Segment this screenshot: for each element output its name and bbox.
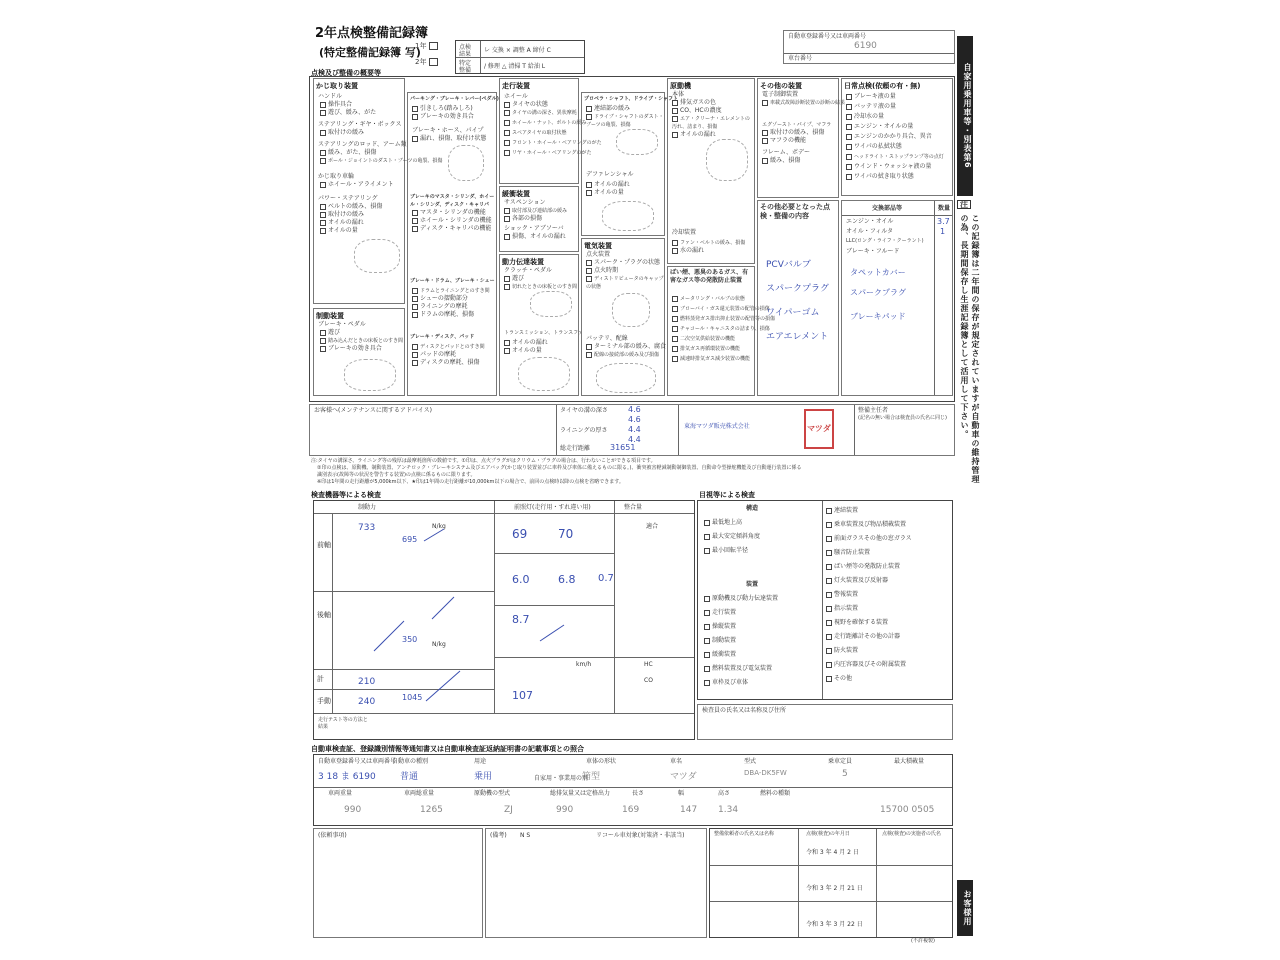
master-item[interactable]: ディスク・キャリパの機能 bbox=[412, 225, 491, 233]
test-value: 6.8 bbox=[558, 573, 576, 586]
legend-label-4: 整備 bbox=[459, 67, 472, 74]
cert-header: 車体の形状 bbox=[586, 758, 617, 765]
visual-item[interactable]: 内圧容器及びその附属装置 bbox=[826, 661, 906, 669]
engine-item[interactable]: エア・クリーナ・エレメントの汚れ、詰まり、損傷 bbox=[672, 116, 750, 130]
reg-label: 自動車登録番号又は車両番号 bbox=[788, 33, 867, 40]
handwritten-part-3: スパークプラグ bbox=[766, 284, 830, 294]
footnote-3: 識別表示(故障等の状況を警告する装置)の点検に係るものに限ります。 bbox=[317, 472, 476, 478]
box-2-label: 2年 bbox=[415, 58, 427, 66]
other-item[interactable]: マフラの機能 bbox=[762, 137, 806, 145]
visual-item[interactable]: 最大安定傾斜角度 bbox=[704, 533, 760, 541]
footnote-2: ②印の点検は、原動機、制動装置、アンチロック・ブレーキシステム及びエアバッグ(かじ取り装置並びに車枠及び車体に備えるものに限る。)、衝突被害軽減制動制御装置、自動命令型操舵機能及び自動運行装置に係る bbox=[317, 465, 802, 471]
cert-value: 乗用 bbox=[474, 772, 493, 782]
visual-item[interactable]: 灯火装置及び反射器 bbox=[826, 577, 888, 585]
recall-label: リコール車対象(対策済・非該当) bbox=[596, 832, 685, 839]
brake-item: ブレーキ・ペダル bbox=[318, 321, 366, 328]
running-item[interactable]: タイヤの溝の深さ、異状摩耗 bbox=[504, 109, 577, 117]
inspector-box bbox=[697, 704, 953, 740]
suspension-item: サスペンション bbox=[504, 199, 546, 206]
engine-item[interactable]: 排気ガスの色 bbox=[672, 99, 716, 107]
drum-item[interactable]: シューの摺動部分 bbox=[412, 295, 468, 303]
engine-item[interactable]: オイルの漏れ bbox=[672, 131, 716, 139]
engine-diagram bbox=[706, 139, 748, 181]
brake-item[interactable]: 遊び bbox=[320, 329, 340, 337]
clutch-diagram bbox=[530, 291, 572, 317]
parts-row: エンジン・オイル bbox=[846, 218, 894, 225]
visual-item[interactable]: 防火装置 bbox=[826, 647, 858, 655]
steering-item: ハンドル bbox=[318, 93, 343, 100]
engine-heading: 原動機 bbox=[670, 82, 691, 90]
handwritten-part-1: PCVバルブ bbox=[766, 260, 811, 270]
cert-value: 990 bbox=[344, 805, 362, 815]
unit-label: km/h bbox=[576, 661, 592, 668]
box-2-checkbox[interactable] bbox=[429, 58, 438, 66]
daily-box bbox=[841, 78, 953, 196]
visual-item[interactable]: 前面ガラスその他の窓ガラス bbox=[826, 535, 912, 543]
shop-stamp: マツダ bbox=[804, 409, 834, 449]
brake-heading: 制動装置 bbox=[316, 312, 344, 320]
other-heading: その他の装置 bbox=[760, 82, 802, 90]
master-heading: ブレーキのマスタ・シリンダ、ホイール・シリンダ、ディスク・キャリパ bbox=[410, 194, 495, 208]
visual-item[interactable]: 最小回転半径 bbox=[704, 547, 748, 555]
engine-item[interactable]: ファン・ベルトの緩み、損傷 bbox=[672, 239, 745, 247]
visual-item[interactable]: 騒音防止装置 bbox=[826, 549, 870, 557]
handwritten-part-2: タペットカバー bbox=[850, 268, 906, 277]
test-row-total: 計 bbox=[317, 675, 324, 683]
lining-label: ライニングの厚さ bbox=[560, 427, 608, 434]
date-table bbox=[709, 828, 953, 938]
cert-value: 普通 bbox=[400, 772, 419, 782]
cert-header: 用途 bbox=[474, 758, 487, 765]
running-heading: 走行装置 bbox=[502, 82, 530, 90]
test-value: 695 bbox=[402, 535, 418, 544]
cert-header: 車名 bbox=[670, 758, 683, 765]
cert-value: マツダ bbox=[670, 772, 697, 782]
steering-item: かじ取り車輪 bbox=[318, 173, 355, 180]
drum-item[interactable]: ドラムとライニングとのすき間 bbox=[412, 287, 490, 295]
parts-header: 交換部品等 bbox=[872, 205, 903, 212]
test-value: 240 bbox=[358, 697, 376, 707]
reg-value: 6190 bbox=[854, 41, 877, 51]
cert-value: 1.34 bbox=[718, 805, 739, 815]
brake-hose-diagram bbox=[448, 145, 484, 181]
steering-item: パワー・ステアリング bbox=[318, 195, 378, 202]
check-marks bbox=[314, 501, 696, 741]
other-item[interactable]: 車載式故障診断装置の診断の結果 bbox=[762, 99, 845, 107]
brake-item[interactable]: ブレーキの効き具合 bbox=[320, 345, 382, 353]
propeller-box bbox=[581, 92, 679, 236]
electrical-item[interactable]: スパーク・プラグの状態 bbox=[586, 259, 660, 267]
disc-item[interactable]: パッドの摩耗 bbox=[412, 351, 456, 359]
propeller-item[interactable]: ドライブ・シャフトのダスト・ブーツの亀裂、損傷 bbox=[586, 114, 664, 128]
test-value: 69 bbox=[512, 527, 528, 541]
test-value: 107 bbox=[512, 689, 533, 702]
cert-value: 5 bbox=[842, 769, 848, 779]
differential-diagram bbox=[602, 201, 654, 231]
parts-row: オイル・フィルタ bbox=[846, 228, 893, 235]
manager-label: 整備主任者 bbox=[858, 407, 889, 414]
suspension-box bbox=[499, 186, 579, 252]
engine-oil-qty: 3.7 bbox=[937, 217, 950, 226]
lining-value-2: 4.4 bbox=[628, 435, 641, 444]
daily-item[interactable]: エンジンのかかり具合、異音 bbox=[846, 133, 932, 141]
parking-item[interactable]: ブレーキの効き具合 bbox=[412, 113, 474, 121]
drum-heading: ブレーキ・ドラム、ブレーキ・シュー bbox=[410, 278, 495, 284]
legend-box bbox=[455, 40, 585, 74]
running-item[interactable]: ホイール・ナット、ボルトの緩み bbox=[504, 119, 586, 127]
other-item[interactable]: 取付けの緩み、損傷 bbox=[762, 129, 824, 137]
emission-item[interactable]: 二次空気供給装置の機能 bbox=[672, 335, 735, 343]
running-box bbox=[499, 78, 602, 184]
customer-label: お客様用 bbox=[957, 880, 973, 936]
lining-value-1: 4.4 bbox=[628, 425, 641, 434]
date-value: 令和 3 年 3 月 22 日 bbox=[806, 921, 863, 928]
visual-item[interactable]: 走行装置 bbox=[704, 609, 736, 617]
drivetrain-item[interactable]: 遊び bbox=[504, 275, 524, 283]
steering-item[interactable]: オイルの量 bbox=[320, 227, 358, 235]
cert-value: ZJ bbox=[504, 805, 513, 815]
other-item: エグゾースト・パイプ、マフラ bbox=[762, 122, 832, 128]
propeller-item: デファレンシャル bbox=[586, 171, 634, 178]
propeller-item[interactable]: 連結部の緩み bbox=[586, 105, 630, 113]
steering-item[interactable]: オイルの漏れ bbox=[320, 219, 364, 227]
parts-row: ブレーキ・フルード bbox=[846, 248, 900, 255]
steering-item: ステアリング・ギヤ・ボックス bbox=[318, 121, 402, 128]
drivetrain-heading: 動力伝達装置 bbox=[502, 258, 544, 266]
legend-label-3: 特定 bbox=[459, 60, 472, 67]
engine-box bbox=[667, 78, 755, 264]
visual-item[interactable]: 操縦装置 bbox=[704, 623, 736, 631]
shaft-diagram bbox=[616, 129, 658, 155]
running-item: ホイール bbox=[504, 93, 528, 100]
parking-heading: パーキング・ブレーキ・レバー(ペダル) bbox=[410, 96, 499, 102]
cert-header: 自動車登録番号又は車両番号 bbox=[318, 758, 397, 765]
test-col-2: 前照灯(走行用・すれ違い用) bbox=[514, 504, 591, 511]
steering-item[interactable]: ベルトの緩み、損傷 bbox=[320, 203, 382, 211]
daily-item[interactable]: バッテリ液の量 bbox=[846, 103, 896, 111]
qty-header: 数量 bbox=[938, 205, 951, 212]
suspension-item[interactable]: 各部の損傷 bbox=[504, 215, 542, 223]
propeller-item[interactable]: オイルの量 bbox=[586, 189, 624, 197]
suspension-heading: 緩衝装置 bbox=[502, 190, 530, 198]
suspension-item: ショック・アブソーバ bbox=[504, 225, 564, 232]
steering-item[interactable]: 取付けの緩み bbox=[320, 129, 364, 137]
steering-item: ステアリングのロッド、アーム類 bbox=[318, 141, 407, 148]
daily-item[interactable]: ウインド・ウォッシャ液の量 bbox=[846, 163, 931, 171]
emission-item[interactable]: 排気ガス再循環装置の機能 bbox=[672, 345, 740, 353]
other-box bbox=[757, 78, 846, 198]
print-note: (不許複製) bbox=[911, 938, 935, 944]
tire-value-1: 4.6 bbox=[628, 405, 641, 414]
running-item[interactable]: スペアタイヤの取付状態 bbox=[504, 129, 567, 137]
drivetrain-item[interactable]: オイルの漏れ bbox=[504, 339, 548, 347]
cert-value: 169 bbox=[622, 805, 640, 815]
unit-label: N/kg bbox=[432, 641, 446, 648]
unit-label: CO bbox=[644, 677, 653, 684]
steering-diagram bbox=[354, 239, 400, 273]
steering-item[interactable]: 取付けの緩み bbox=[320, 211, 364, 219]
visual-equipment-heading: 装置 bbox=[746, 581, 759, 588]
brake-column bbox=[407, 92, 497, 396]
drivetrain-item[interactable]: オイルの量 bbox=[504, 347, 542, 355]
disc-item[interactable]: ディスクとパッドとのすき間 bbox=[412, 343, 485, 351]
brake-item[interactable]: 踏み込んだときの床板とのすき間 bbox=[320, 337, 403, 345]
cert-value: 15700 0505 bbox=[880, 805, 935, 815]
date-header: 整備依頼者の氏名又は名称 bbox=[714, 831, 775, 837]
parking-item: ブレーキ・ホース、パイプ bbox=[412, 127, 484, 134]
electrical-item: 点火装置 bbox=[586, 251, 611, 258]
request-label: (依頼事項) bbox=[318, 832, 347, 839]
inspector-label: 検査員の氏名又は名称及び住所 bbox=[702, 707, 787, 714]
tire-value-2: 4.6 bbox=[628, 415, 641, 424]
test-value: 733 bbox=[358, 523, 376, 533]
test-row-hand: 手動 bbox=[317, 697, 331, 705]
disc-item[interactable]: ディスクの摩耗、損傷 bbox=[412, 359, 480, 367]
box-1-label: 1年 bbox=[415, 42, 427, 50]
electrical-item: バッテリ、配線 bbox=[586, 335, 628, 342]
steering-item[interactable]: 遊び、緩み、がた bbox=[320, 109, 376, 117]
pass-label: 適合 bbox=[646, 523, 659, 530]
visual-table bbox=[697, 500, 953, 700]
test-value: 70 bbox=[558, 527, 574, 541]
visual-heading: 目視等による検査 bbox=[699, 491, 755, 499]
advice-row bbox=[309, 404, 955, 456]
date-header: 点検(検査)の実施者の氏名 bbox=[882, 831, 941, 837]
drum-item[interactable]: ライニングの摩耗 bbox=[412, 303, 467, 311]
visual-item[interactable]: 最低地上高 bbox=[704, 519, 742, 527]
other-item: フレーム、ボデー bbox=[762, 149, 810, 156]
parking-item[interactable]: 漏れ、損傷、取付け状態 bbox=[412, 135, 486, 143]
cert-header: 幅 bbox=[678, 790, 685, 797]
drivetrain-item: トランスミッション、トランスファ bbox=[504, 330, 584, 336]
visual-item[interactable]: 燃料装置及び電気装置 bbox=[704, 665, 772, 673]
document-subtitle: (特定整備記録簿 写) bbox=[319, 46, 421, 59]
cert-header: 総排気量又は定格出力 bbox=[550, 790, 611, 797]
cert-value: 箱型 bbox=[582, 772, 601, 782]
parts-table bbox=[841, 200, 953, 396]
box-1-checkbox[interactable] bbox=[429, 42, 438, 50]
disc-heading: ブレーキ・ディスク、パッド bbox=[410, 334, 475, 340]
steering-item[interactable]: ホイール・アライメント bbox=[320, 181, 394, 189]
cert-header: 燃料の種類 bbox=[760, 790, 791, 797]
drivetrain-item[interactable]: 切れたときの床板とのすき間 bbox=[504, 283, 577, 291]
remarks-box[interactable] bbox=[485, 828, 707, 938]
cert-header: 原動機の型式 bbox=[474, 790, 511, 797]
visual-item[interactable]: 走行距離計その他の計器 bbox=[826, 633, 900, 641]
handwritten-part-4: ワイパーゴム bbox=[766, 308, 820, 318]
manager-note: (記名の無い場合は検査員の氏名に同じ) bbox=[858, 415, 947, 421]
odometer-label: 総走行距離 bbox=[560, 445, 591, 452]
daily-item[interactable]: ワイパの払拭状態 bbox=[846, 143, 902, 151]
engine-item: 冷却装置 bbox=[672, 229, 697, 236]
test-col-1: 制動力 bbox=[358, 504, 377, 511]
drum-item[interactable]: ドラムの摩耗、損傷 bbox=[412, 311, 474, 319]
test-value: 8.7 bbox=[512, 613, 530, 626]
legend-label-2: 結果 bbox=[459, 51, 472, 58]
test-row-front: 前軸 bbox=[317, 541, 331, 549]
emission-item[interactable]: チャコール・キャニスタの詰まり、損傷 bbox=[672, 325, 770, 333]
test-value: 1045 bbox=[402, 693, 423, 702]
cert-value: DBA-DK5FW bbox=[744, 769, 787, 777]
cert-header: 高さ bbox=[718, 790, 731, 797]
machine-heading: 検査機器等による検査 bbox=[311, 491, 381, 499]
legend-codes-2: / 修理 △ 清掃 T 給油 L bbox=[484, 63, 546, 70]
emission-heading: ばい煙、悪臭のあるガス、有害なガス等の発散防止装置 bbox=[670, 269, 749, 284]
test-value: 350 bbox=[402, 635, 418, 644]
cert-value: 147 bbox=[680, 805, 698, 815]
emission-item[interactable]: メータリング・バルブの状態 bbox=[672, 295, 745, 303]
engine-item: 本体 bbox=[672, 91, 685, 98]
visual-item[interactable]: ばい煙等の発散防止装置 bbox=[826, 563, 900, 571]
handwritten-part-3b: スパークプラグ bbox=[850, 288, 906, 297]
inspection-record-document bbox=[305, 18, 980, 946]
visual-item[interactable]: 原動機及び動力伝達装置 bbox=[704, 595, 778, 603]
cert-header: 長さ bbox=[632, 790, 645, 797]
parking-item[interactable]: 引きしろ(踏みしろ) bbox=[412, 105, 473, 113]
brake-box bbox=[313, 308, 405, 396]
visual-item[interactable]: 連結装置 bbox=[826, 507, 858, 515]
daily-item[interactable]: ワイパの拭き取り状態 bbox=[846, 173, 914, 181]
odometer-value: 31651 bbox=[610, 443, 636, 452]
note-text: この記録簿は二年間の保存が規定されていますが自動車の維持管理の為、長期間保存し生涯記録簿として活用して下さい。 bbox=[960, 214, 980, 484]
electrical-heading: 電気装置 bbox=[584, 242, 612, 250]
engine-item[interactable]: 水の漏れ bbox=[672, 247, 704, 255]
needed-heading: その他必要となった点検・整備の内容 bbox=[760, 203, 830, 220]
cert-value: 1265 bbox=[420, 805, 443, 815]
electrical-item[interactable]: ターミナル部の緩み、腐食 bbox=[586, 343, 666, 351]
emission-box bbox=[667, 266, 776, 396]
test-col-3: 整合量 bbox=[624, 504, 643, 511]
master-item[interactable]: マスタ・シリンダの機能 bbox=[412, 209, 486, 217]
visual-item[interactable]: 指示装置 bbox=[826, 605, 858, 613]
test-value: 210 bbox=[358, 677, 376, 687]
legend-label-1: 点検 bbox=[459, 44, 472, 51]
steering-item[interactable]: 操作具合 bbox=[320, 101, 352, 109]
electrical-item[interactable]: ディストリビュータのキャップの状態 bbox=[586, 276, 664, 290]
filter-qty: 1 bbox=[940, 227, 946, 236]
visual-item[interactable]: 視野を確保する装置 bbox=[826, 619, 888, 627]
test-value: 6.0 bbox=[512, 573, 530, 586]
visual-structure-heading: 構造 bbox=[746, 505, 759, 512]
test-value: 0.7 bbox=[598, 573, 614, 584]
running-item[interactable]: リヤ・ホイール・ベアリングのがた bbox=[504, 149, 592, 157]
advice-label: お客様へ(メンテナンスに関するアドバイス) bbox=[314, 407, 433, 414]
date-header: 点検(検査)の年月日 bbox=[806, 831, 850, 837]
propeller-item[interactable]: オイルの漏れ bbox=[586, 181, 630, 189]
parts-row: LLC(ロング・ライフ・クーラント) bbox=[846, 238, 924, 244]
note-label: 注 bbox=[957, 200, 971, 209]
drivetrain-box bbox=[499, 254, 584, 396]
daily-item[interactable]: ヘッドライト・ストップランプ等の点灯 bbox=[846, 153, 944, 161]
emission-item[interactable]: ブローバイ・ガス還元装置の配管の損傷 bbox=[672, 305, 770, 313]
cert-header: 乗車定員 bbox=[828, 758, 853, 765]
cert-header: 自家用・事業用の別 bbox=[534, 775, 589, 782]
emission-item[interactable]: 減速時排気ガス減少装置の機能 bbox=[672, 355, 750, 363]
steering-heading: かじ取り装置 bbox=[316, 82, 358, 90]
steering-box bbox=[313, 78, 443, 304]
other-item[interactable]: 緩み、損傷 bbox=[762, 157, 800, 165]
shop-name: 東海マツダ販売株式会社 bbox=[684, 423, 750, 430]
spark-plug-diagram bbox=[612, 293, 650, 327]
unit-label: N/kg bbox=[432, 523, 446, 530]
request-box[interactable] bbox=[313, 828, 483, 938]
overview-heading: 点検及び整備の概要等 bbox=[311, 69, 381, 77]
cert-header: 最大積載量 bbox=[894, 758, 925, 765]
cert-header: 自動車の種別 bbox=[392, 758, 429, 765]
visual-item[interactable]: 車枠及び車体 bbox=[704, 679, 748, 687]
cert-header: 車両総重量 bbox=[404, 790, 435, 797]
cert-heading: 自動車検査証、登録識別情報等通知書又は自動車検査証返納証明書の記載事項との照合 bbox=[311, 745, 584, 753]
visual-item[interactable]: 警報装置 bbox=[826, 591, 858, 599]
emission-item[interactable]: 燃料蒸発ガス排出抑止装置の配管等の損傷 bbox=[672, 315, 775, 323]
handwritten-part-5: エアエレメント bbox=[766, 332, 829, 342]
other-item: 電子制御装置 bbox=[762, 91, 799, 98]
footnote-4: ※印は1年間の走行距離が5,000km以下、★印は1年間の走行距離が10,000km以下の場合で、前回の点検時以降の点検を省略できます。 bbox=[317, 479, 624, 485]
steering-item[interactable]: ボール・ジョイントのダスト・ブーツの亀裂、損傷 bbox=[320, 157, 442, 165]
drivetrain-item: クラッチ・ペダル bbox=[504, 267, 552, 274]
registration-box bbox=[783, 30, 955, 64]
suspension-item[interactable]: 取付部及び連結部の緩み bbox=[504, 207, 567, 215]
engine-item[interactable]: CO、HCの濃度 bbox=[672, 107, 722, 115]
unit-label: HC bbox=[644, 661, 653, 668]
daily-item[interactable]: エンジン・オイルの量 bbox=[846, 123, 913, 131]
legend-codes: レ 交換 × 調整 A 締付 C bbox=[484, 47, 551, 54]
vin-label: 車台番号 bbox=[788, 55, 813, 62]
brake-pedal-diagram bbox=[344, 359, 396, 391]
remarks-label: (備考) bbox=[490, 832, 507, 839]
visual-item[interactable]: 緩衝装置 bbox=[704, 651, 736, 659]
document-title: 2年点検整備記録簿 bbox=[315, 26, 429, 41]
machine-table bbox=[313, 500, 695, 740]
transmission-diagram bbox=[518, 357, 570, 391]
needed-box bbox=[757, 200, 839, 396]
cert-table bbox=[313, 754, 953, 826]
handwritten-part-6: ブレーキパッド bbox=[850, 312, 906, 321]
test-row-rear: 後軸 bbox=[317, 611, 331, 619]
running-item[interactable]: フロント・ホイール・ベアリングのがた bbox=[504, 139, 602, 147]
propeller-heading: プロペラ・シャフト、ドライブ・シャフト bbox=[584, 96, 679, 102]
drive-test-label: 走行テスト等の方法と結果 bbox=[318, 717, 368, 730]
visual-item[interactable]: その他 bbox=[826, 675, 852, 683]
electrical-item[interactable]: 点火時期 bbox=[586, 267, 618, 275]
daily-item[interactable]: 冷却水の量 bbox=[846, 113, 884, 121]
tire-label: タイヤの溝の深さ bbox=[560, 407, 608, 414]
date-value: 令和 3 年 2 月 21 日 bbox=[806, 885, 863, 892]
daily-item[interactable]: ブレーキ液の量 bbox=[846, 93, 896, 101]
electrical-item[interactable]: 配線の接続部の緩み及び損傷 bbox=[586, 351, 659, 359]
steering-item[interactable]: 緩み、がた、損傷 bbox=[320, 149, 376, 157]
cert-value: 3 18 ま 6190 bbox=[318, 772, 376, 782]
cert-header: 型式 bbox=[744, 758, 757, 765]
visual-item[interactable]: 制動装置 bbox=[704, 637, 736, 645]
footnote-1: 注:タイヤの溝深さ、ライニング等の残厚は最摩耗箇所の数値です。①印は、点火プラグがはクリウム・プラグの場合は、行わないことができる項目です。 bbox=[311, 458, 656, 464]
suspension-item[interactable]: 損傷、オイルの漏れ bbox=[504, 233, 566, 241]
side-label: 自家用乗用車等・別表第6 bbox=[957, 36, 973, 196]
daily-heading: 日常点検(依頼の有・無) bbox=[844, 82, 921, 90]
remarks-value: N S bbox=[520, 832, 531, 839]
cert-header: 車両重量 bbox=[328, 790, 353, 797]
electrical-box bbox=[581, 238, 665, 396]
cert-value: 990 bbox=[556, 805, 574, 815]
running-item[interactable]: タイヤの状態 bbox=[504, 101, 548, 109]
master-item[interactable]: ホイール・シリンダの機能 bbox=[412, 217, 492, 225]
date-value: 令和 3 年 4 月 2 日 bbox=[806, 849, 859, 856]
visual-item[interactable]: 乗車装置及び物品積載装置 bbox=[826, 521, 906, 529]
battery-diagram bbox=[596, 363, 656, 393]
